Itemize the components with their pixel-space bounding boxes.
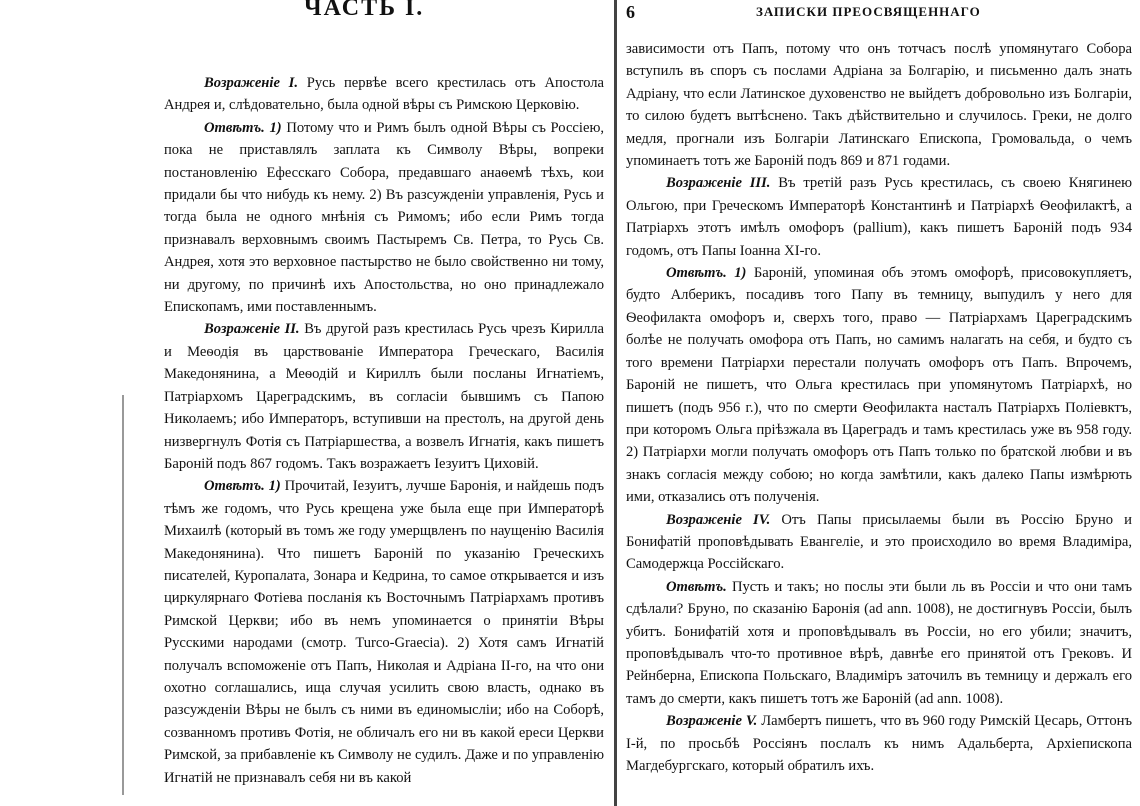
right-column xyxy=(626,38,1132,777)
page-number: 6 xyxy=(626,2,636,22)
paragraph-text: Ламбертъ пишетъ, что въ 960 году Римскій Цесарь, Оттонъ I-й, по просьбѣ Россіянъ послалъ къ нимъ Адальберта, Архіепископа Магдебургскаго, который обратилъ ихъ. xyxy=(626,713,1132,774)
paragraph xyxy=(626,172,1132,262)
paragraph-label: Отвѣтъ. 1) xyxy=(204,478,281,495)
paragraph xyxy=(164,318,604,475)
paragraph-text: Въ третій разъ Русь крестилась, съ своею Княгинею Ольгою, при Греческомъ Императорѣ Константинѣ и Патріархѣ Ѳеофилактѣ, а Патріархъ этотъ имѣлъ омофоръ (pallium), какъ пишетъ Бароній подъ 934 годомъ, отъ Папы Іоанна XI-го. xyxy=(626,175,1133,259)
paragraph-label: Возраженіе V. xyxy=(666,713,758,730)
paragraph-label: Отвѣтъ. 1) xyxy=(666,265,747,282)
paragraph-label: Возраженіе IV. xyxy=(666,511,771,528)
page-gutter xyxy=(614,0,617,806)
paragraph xyxy=(626,710,1132,777)
paragraph-text: зависимости отъ Папъ, потому что онъ тотчасъ послѣ упомянутаго Собора вступилъ въ споръ съ послами Адріана за Болгарію, и письменно далъ знать Адріану, что если Латинское духовенство не выйдетъ добровольно изъ Болгаріи, то силою будетъ вытѣснено. Такъ дѣйствительно и случилось. Греки, не долго медля, прогнали изъ Болгаріи Латинскаго Епископа, Громовальда, о чемъ упоминаетъ тотъ же Бароній подъ 869 и 871 годами. xyxy=(626,41,1132,170)
paragraph-text: Бароній, упоминая объ этомъ омофорѣ, присовокупляетъ, будто Алберикъ, посадивъ того Папу въ темницу, выпудилъ у него для Ѳеофилакта омофоръ и, сверхъ того, право — Патріархамъ Цареградскимъ болѣе не получать омофора отъ Папъ, но самимъ налагать на себя, и будто съ того времени Патріархи перестали получать омофоръ отъ Папъ. Впрочемъ, Бароній не пишетъ, что Ольга крестилась при упомянутомъ Патріархѣ, но пишетъ (подъ 956 г.), что по смерти Ѳеофилакта насталъ Патріархъ Поліевктъ, при которомъ Ольга пріѣзжала въ Цареградъ и тамъ крестилась уже въ 958 году. 2) Патріархи могли получать омофоръ отъ Папъ только по братской любви и въ знакъ согласія между собою; но когда замѣтили, какъ далеко Папы измѣрють ими, отказались отъ полученія. xyxy=(626,265,1133,506)
paragraph-text: Потому что и Римъ былъ одной Вѣры съ Россіею, пока не приставлялъ заплата къ Символу Вѣры, вопреки постановленію Ефесскаго Собора, предавшаго анаѳемѣ тѣхъ, кои придали бы что нибудь къ нему. 2) Въ разсужденіи управленія, Русь и тогда была не одного мнѣнія съ Римомъ; ибо если Римъ тогда признавалъ верховнымъ своимъ Пастыремъ Св. Петра, то Русь Св. Андрея, хотя это верховное пастырство не было свойственно ни тому, ни другому, по причинѣ ихъ Апостольства, но оно принадлежало Епископамъ, ими поставленнымъ. xyxy=(164,119,604,316)
paragraph-label: Возраженіе III. xyxy=(666,175,771,192)
paragraph-label: Возраженіе II. xyxy=(204,321,300,338)
paragraph xyxy=(164,475,604,789)
paragraph-text: Пусть и такъ; но послы эти были ль въ Россіи и что они тамъ сдѣлали? Бруно, по сказанію Баронія (ad ann. 1008), не достигнувъ Россіи, былъ убитъ. Бонифатій хотя и проповѣдывалъ въ Россіи, но его убили; значитъ, проповѣдывалъ что-то противное вѣрѣ, давнѣе его принятой отъ Грековъ. И Рейнберна, Епископа Польскаго, Владиміръ заточилъ въ темницу и держалъ его тамъ до смерти, какъ пишетъ тотъ же Бароній (ad ann. 1008). xyxy=(626,578,1132,707)
right-page xyxy=(620,0,1140,806)
paragraph xyxy=(626,38,1132,172)
paragraph-label: Отвѣтъ. 1) xyxy=(204,119,282,136)
paragraph-text: Отъ Папы присылаемы были въ Россію Бруно и Бонифатій проповѣдывать Евангеліе, и это происходило во время Владиміра, Самодержца Россійскаго. xyxy=(626,511,1132,573)
paragraph-label: Отвѣтъ. xyxy=(666,578,727,595)
left-running-head: ЧАСТЬ I. xyxy=(304,0,425,21)
paragraph xyxy=(626,576,1132,710)
paragraph xyxy=(626,262,1132,508)
paragraph-text: Русь первѣе всего крестилась отъ Апостола Андрея и, слѣдовательно, была одной вѣры съ Римскою Церковію. xyxy=(164,75,604,114)
paragraph xyxy=(164,117,604,319)
paragraph-text: Прочитай, Іезуитъ, лучше Баронія, и найдешь подъ тѣмъ же годомъ, что Русь крещена уже была еще при Императорѣ Михаилѣ (который въ томъ же году умерщвленъ по наущенію Василія Македонянина). Что пишетъ Бароній по указанію Греческихъ писателей, Куропалата, Зонара и Кедрина, то самое открывается и изъ циркулярнаго Фотіева посланія къ Восточнымъ Патріархамъ противъ Римской Церкви; ибо въ немъ упоминается о принятіи Вѣры Русскими народами (смотр. Turco-Graecia). 2) Хотя самъ Игнатій получалъ вспоможеніе отъ Папъ, Николая и Адріана II-го, на что они охотно соглашались, ища случая усилить свою власть, однако въ разсужденіи Вѣры не былъ съ ними въ единомысліи; ибо на Соборѣ, созванномъ противъ Фотія, не обличалъ его ни въ какой ереси Церкви Римской, за прибавленіе къ Символу не судилъ. Даже и по управленію Игнатій не признавалъ себя ни въ какой xyxy=(164,478,604,786)
paragraph xyxy=(626,509,1132,576)
paragraph-label: Возраженіе I. xyxy=(204,75,298,91)
running-head-title: ЗАПИСКИ ПРЕОСВЯЩЕННАГО xyxy=(756,4,981,19)
scan-edge-line xyxy=(122,395,124,795)
right-running-head xyxy=(626,0,1132,24)
paragraph-text: Въ другой разъ крестилась Русь чрезъ Кирилла и Меѳодія въ царствованіе Императора Греческаго, Василія Македонянина, а Меѳодій и Кириллъ были посланы Игнатіемъ, Патріархомъ Цареградскимъ, въ согласіи бывшимъ съ Папою Николаемъ; ибо Императоръ, вступивши на престолъ, на другой день низвергнулъ Фотія съ Патріаршества, а возвелъ Игнатія, какъ пишетъ Бароній подъ 867 годомъ. Такъ возражаетъ Іезуитъ Циховій. xyxy=(164,321,604,472)
paragraph xyxy=(164,72,604,117)
left-column xyxy=(164,72,604,789)
